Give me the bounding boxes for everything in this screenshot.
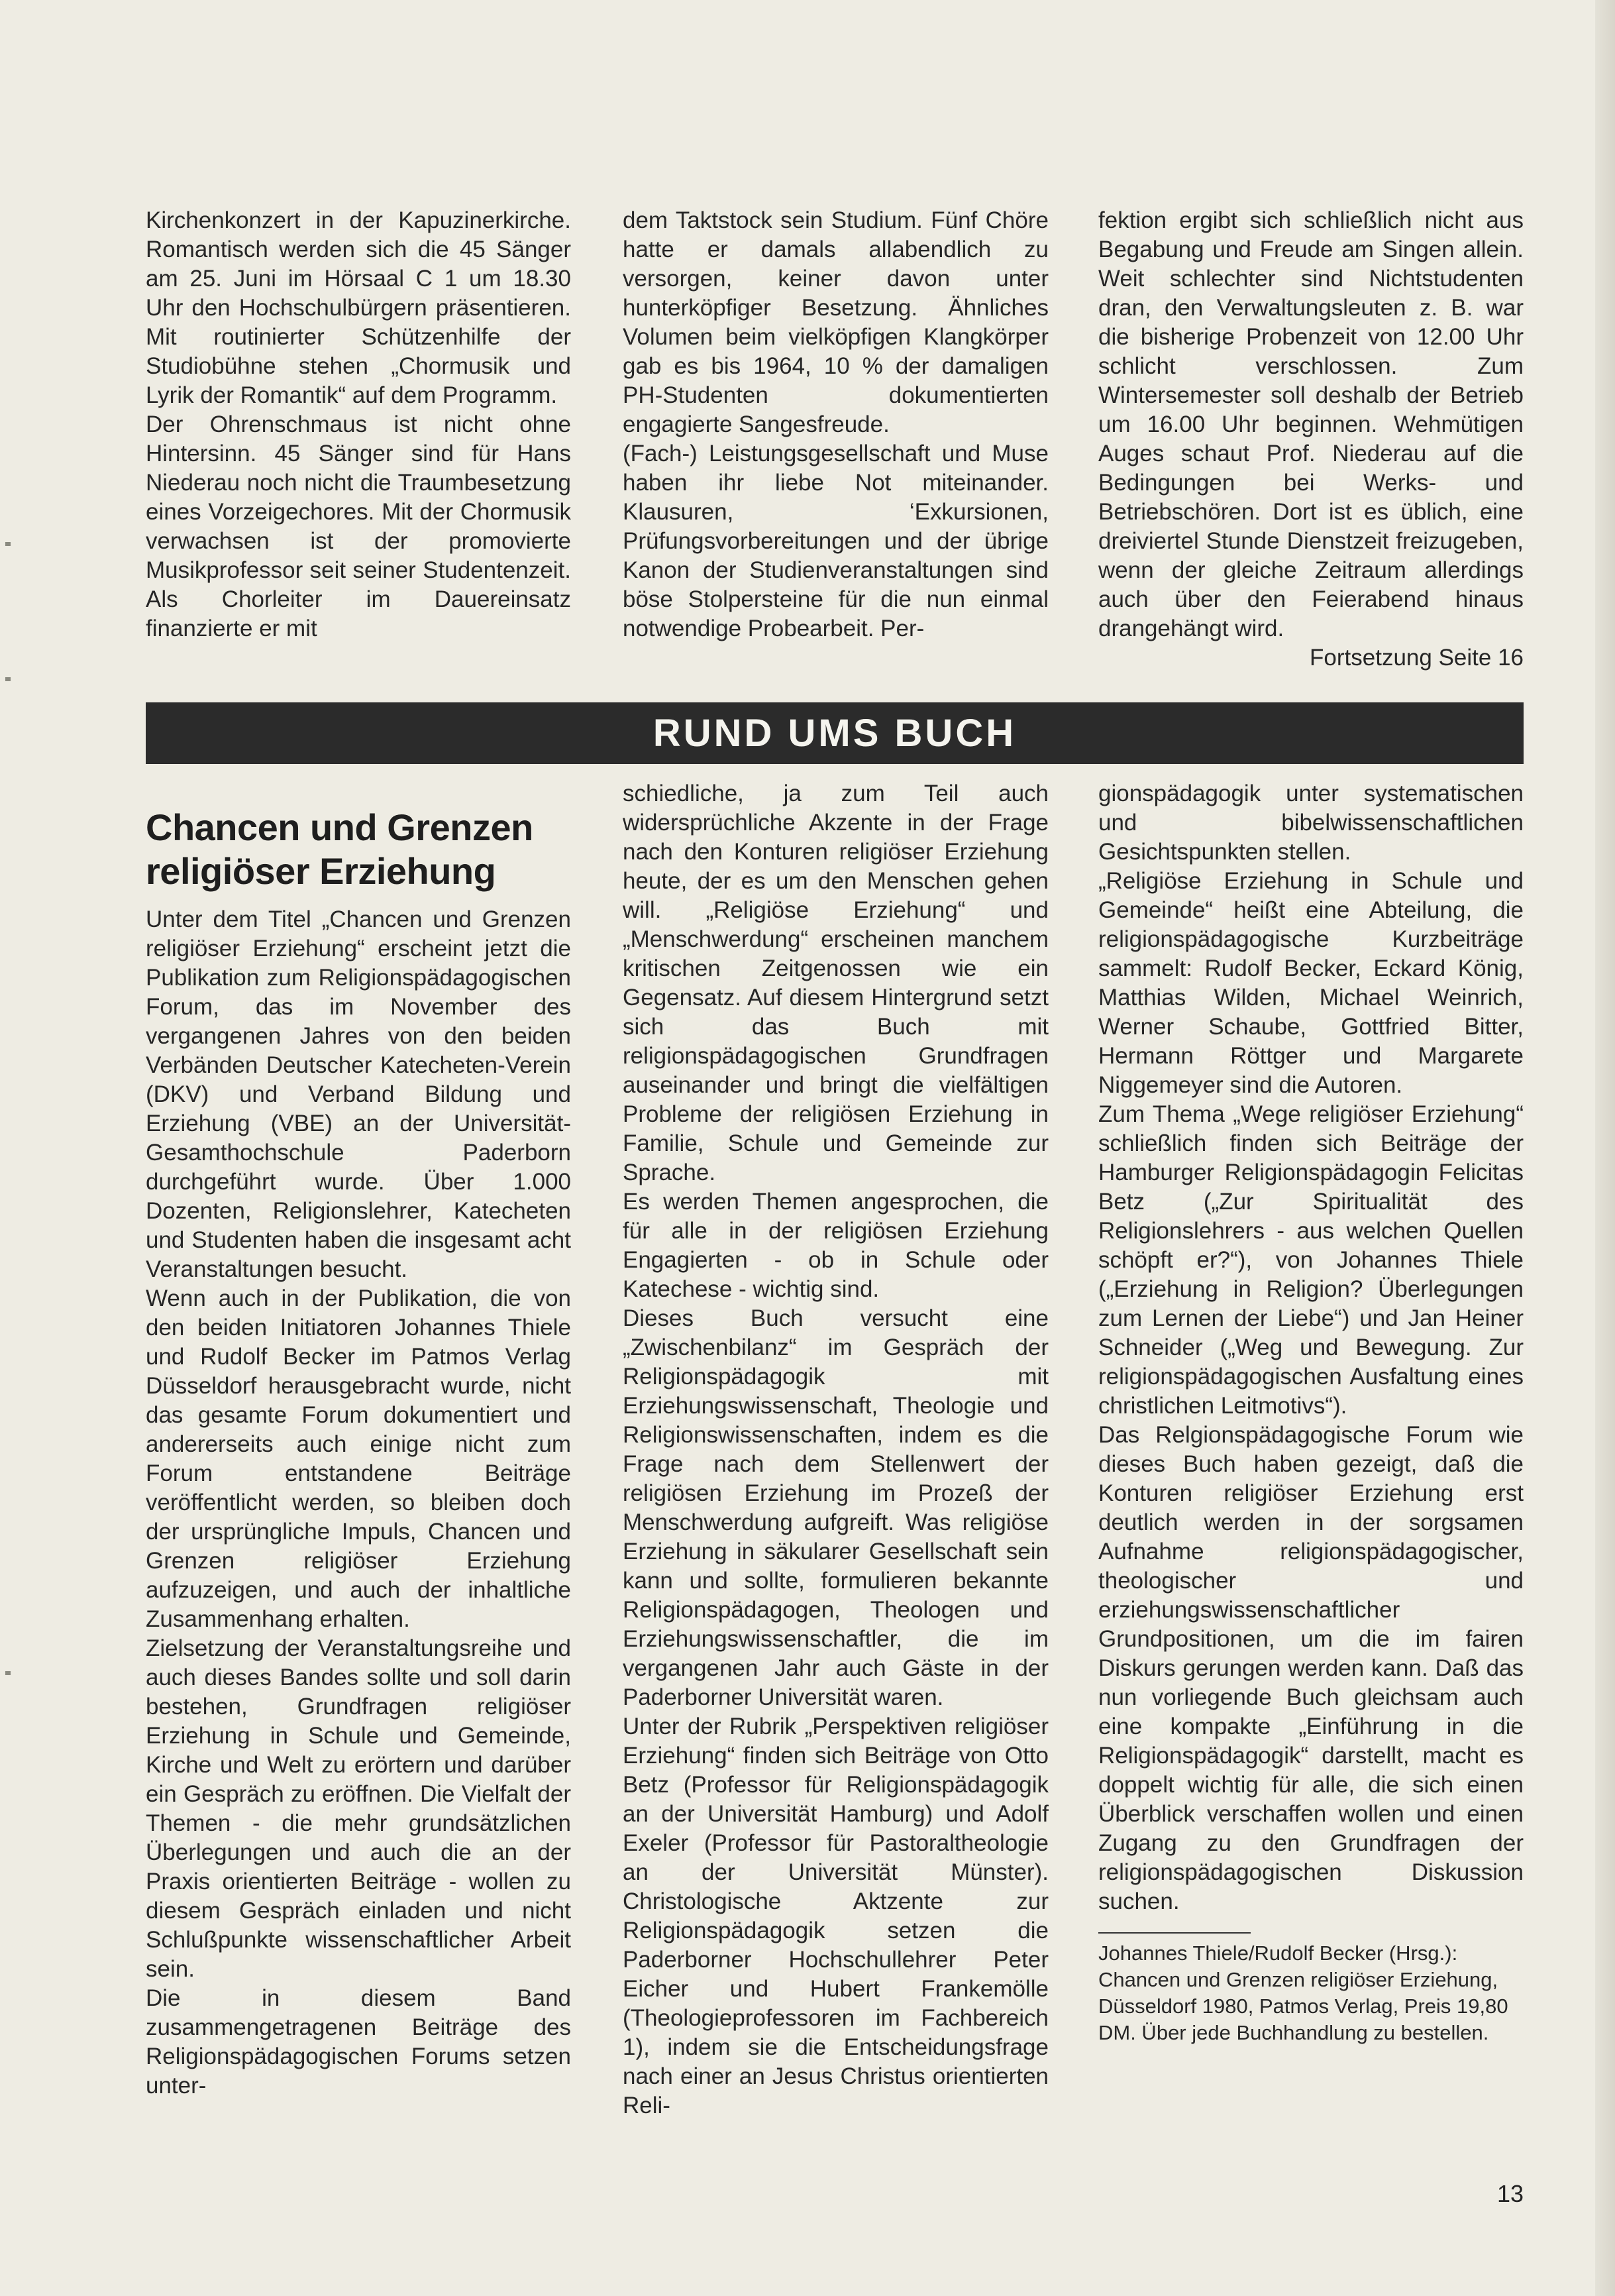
paragraph: Es werden Themen angesprochen, die für alle in der religiösen Erziehung Engagierten - ob in Schule oder Katechese - wichtig sind. [623, 1189, 1049, 1302]
paragraph: Der Ohrenschmaus ist nicht ohne Hintersinn. 45 Sänger sind für Hans Niederau noch nicht die Traumbesetzung eines Vorzeigechores. Mit der Chormusik verwachsen ist der promovierte Musikprofessor seit seiner Studentenzeit. Als Chorleiter im Dauereinsatz finanzierte er mit [146, 411, 571, 641]
section-banner-title: RUND UMS BUCH [652, 712, 1017, 755]
paragraph: Die in diesem Band zusammengetragenen Beiträge des Religionspädagogischen Forums setzen unter- [146, 1985, 571, 2099]
paragraph: Zielsetzung der Veranstaltungsreihe und auch dieses Bandes sollte und soll darin bestehen, Grundfragen religiöser Erziehung in Schule und Gemeinde, Kirche und Welt zu erörtern und darüber ein Gespräch zu eröffnen. Die Vielfalt der Themen - die mehr grundsätzlichen Überlegungen und auch die an der Praxis orientierten Beiträge - wollen zu diesem Gespräch einladen und nicht Schlußpunkte wissenschaftlicher Arbeit sein. [146, 1635, 571, 1982]
page-edge [1595, 0, 1615, 2296]
continued-article-column-3 [1098, 206, 1524, 673]
paragraph: gionspädagogik unter systematischen und bibelwissenschaftlichen Gesichtspunkten stellen. [1098, 781, 1524, 865]
paragraph: Unter der Rubrik „Perspektiven religiöser Erziehung“ finden sich Beiträge von Otto Betz (Professor für Religionspädagogik an der Universität Hamburg) und Adolf Exeler (Professor für Pastoraltheologie an der Universität Münster). Christologische Aktzente zur Religionspädagogik setzen die Paderborner Hochschullehrer Peter Eicher und Hubert Frankemölle (Theologieprofessoren im Fachbereich 1), indem sie die Entscheidungsfrage nach einer an Jesus Christus orientierten Reli- [623, 1714, 1049, 2118]
continued-article-column-1 [146, 206, 571, 643]
article-title: Chancen und Grenzen religiöser Erziehung [146, 806, 533, 892]
continuation-note: Fortsetzung Seite 16 [1310, 645, 1524, 671]
article-column-2 [623, 779, 1049, 2120]
margin-mark [5, 1671, 11, 1675]
article-column-1 [146, 779, 571, 2101]
paragraph: „Religiöse Erziehung in Schule und Gemeinde“ heißt eine Abteilung, die religionspädagogische Kurzbeiträge sammelt: Rudolf Becker, Eckard König, Matthias Wilden, Michael Weinrich, Werner Schaube, Gottfried Bitter, Hermann Röttger und Margarete Niggemeyer sind die Autoren. [1098, 868, 1524, 1098]
page-number: 13 [1497, 2180, 1524, 2207]
margin-mark [5, 677, 11, 681]
paragraph: fektion ergibt sich schließlich nicht aus Begabung und Freude am Singen allein. Weit schlechter sind Nichtstudenten dran, den Verwaltungsleuten z. B. war die bisherige Probenzeit von 12.00 Uhr schlicht verschlossen. Zum Wintersemester soll deshalb der Betrieb um 16.00 Uhr beginnen. Wehmütigen Auges schaut Prof. Niederau auf die Bedingungen bei Werks- und Betriebschören. Dort ist es üblich, eine dreiviertel Stunde Dienstzeit freizugeben, wenn der gleiche Zeitraum allerdings auch über den Feierabend hinaus drangehängt wird. [1098, 207, 1524, 641]
paragraph: Unter dem Titel „Chancen und Grenzen religiöser Erziehung“ erscheint jetzt die Publikation zum Religionspädagogischen Forum, das im November des vergangenen Jahres von den beiden Verbänden Deutscher Katecheten-Verein (DKV) und Verband Bildung und Erziehung (VBE) an der Universität-Gesamthochschule Paderborn durchgeführt wurde. Über 1.000 Dozenten, Religionslehrer, Katecheten und Studenten haben die insgesamt acht Veranstaltungen besucht. [146, 906, 571, 1282]
paragraph: Dieses Buch versucht eine „Zwischenbilanz“ im Gespräch der Religionspädagogik mit Erziehungswissenschaft, Theologie und Religionswissenschaften, indem es die Frage nach dem Stellenwert der religiösen Erziehung im Prozeß der Menschwerdung aufgreift. Was religiöse Erziehung in säkularer Gesellschaft sein kann und sollte, formulieren bekannte Religionspädagogen, Theologen und Erziehungswissenschaftler, die im vergangenen Jahr auch Gäste in der Paderborner Universität waren. [623, 1305, 1049, 1710]
paragraph: Kirchenkonzert in der Kapuzinerkirche. Romantisch werden sich die 45 Sänger am 25. Juni im Hörsaal C 1 um 18.30 Uhr den Hochschulbürgern präsentieren. Mit routinierter Schützenhilfe der Studiobühne stehen „Chormusik und Lyrik der Romantik“ auf dem Programm. [146, 207, 571, 408]
paragraph: schiedliche, ja zum Teil auch widersprüchliche Akzente in der Frage nach den Konturen religiöser Erziehung heute, der es um den Menschen gehen will. „Religiöse Erziehung“ und „Menschwerdung“ erscheinen manchem kritischen Zeitgenossen wie ein Gegensatz. Auf diesem Hintergrund setzt sich das Buch mit religionspädagogischen Grundfragen auseinander und bringt die vielfältigen Probleme der religiösen Erziehung in Familie, Schule und Gemeinde zur Sprache. [623, 781, 1049, 1185]
paragraph: Wenn auch in der Publikation, die von den beiden Initiatoren Johannes Thiele und Rudolf Becker im Patmos Verlag Düsseldorf herausgebracht wurde, nicht das gesamte Forum dokumentiert und andererseits auch einige nicht zum Forum entstandene Beiträge veröffentlicht werden, so bleiben doch der ursprüngliche Impuls, Chancen und Grenzen religiöser Erziehung aufzuzeigen, und auch der inhaltliche Zusammenhang erhalten. [146, 1285, 571, 1632]
paragraph: Das Relgionspädagogische Forum wie dieses Buch haben gezeigt, daß die Konturen religiöser Erziehung erst deutlich werden in der sorgsamen Aufnahme religionspädagogischer, theologischer und erziehungswissenschaftlicher Grundpositionen, um die im fairen Diskurs gerungen werden kann. Daß das nun vorliegende Buch gleichsam auch eine kompakte „Einführung in die Religionspädagogik“ darstellt, macht es doppelt wichtig für alle, die sich einen Überblick verschaffen wollen und einen Zugang zu den Grundfragen der religionspädagogischen Diskussion suchen. [1098, 1422, 1524, 1914]
continued-article-column-2 [623, 206, 1049, 643]
section-banner [146, 702, 1524, 764]
paragraph: Zum Thema „Wege religiöser Erziehung“ schließlich finden sich Beiträge der Hamburger Religionspädagogin Felicitas Betz („Zur Spiritualität des Religionslehrers - aus welchen Quellen schöpft er?“), von Johannes Thiele („Erziehung in Religion? Überlegungen zum Lernen der Liebe“) und Jan Heiner Schneider („Weg und Bewegung. Zur religionspädagogischen Ausfaltung eines christlichen Leitmotivs“). [1098, 1101, 1524, 1419]
margin-mark [5, 542, 11, 546]
article-column-3 [1098, 779, 1524, 2046]
paragraph: (Fach-) Leistungsgesellschaft und Muse haben ihr liebe Not miteinander. Klausuren, ‘Exkursionen, Prüfungsvorbereitungen und der übrige Kanon der Studienveranstaltungen sind böse Stolpersteine für die nun einmal notwendige Probearbeit. Per- [623, 441, 1049, 641]
paragraph: dem Taktstock sein Studium. Fünf Chöre hatte er damals allabendlich zu versorgen, keiner davon unter hunterköpfiger Besetzung. Ähnliches Volumen beim vielköpfigen Klangkörper gab es bis 1964, 10 % der damaligen PH-Studenten dokumentierten engagierte Sangesfreude. [623, 207, 1049, 437]
footnote-divider [1098, 1932, 1251, 1934]
book-reference-footnote: Johannes Thiele/Rudolf Becker (Hrsg.): Chancen und Grenzen religiöser Erziehung, Düsseldorf 1980, Patmos Verlag, Preis 19,80 DM. Über jede Buchhandlung zu bestellen. [1098, 1941, 1508, 2044]
